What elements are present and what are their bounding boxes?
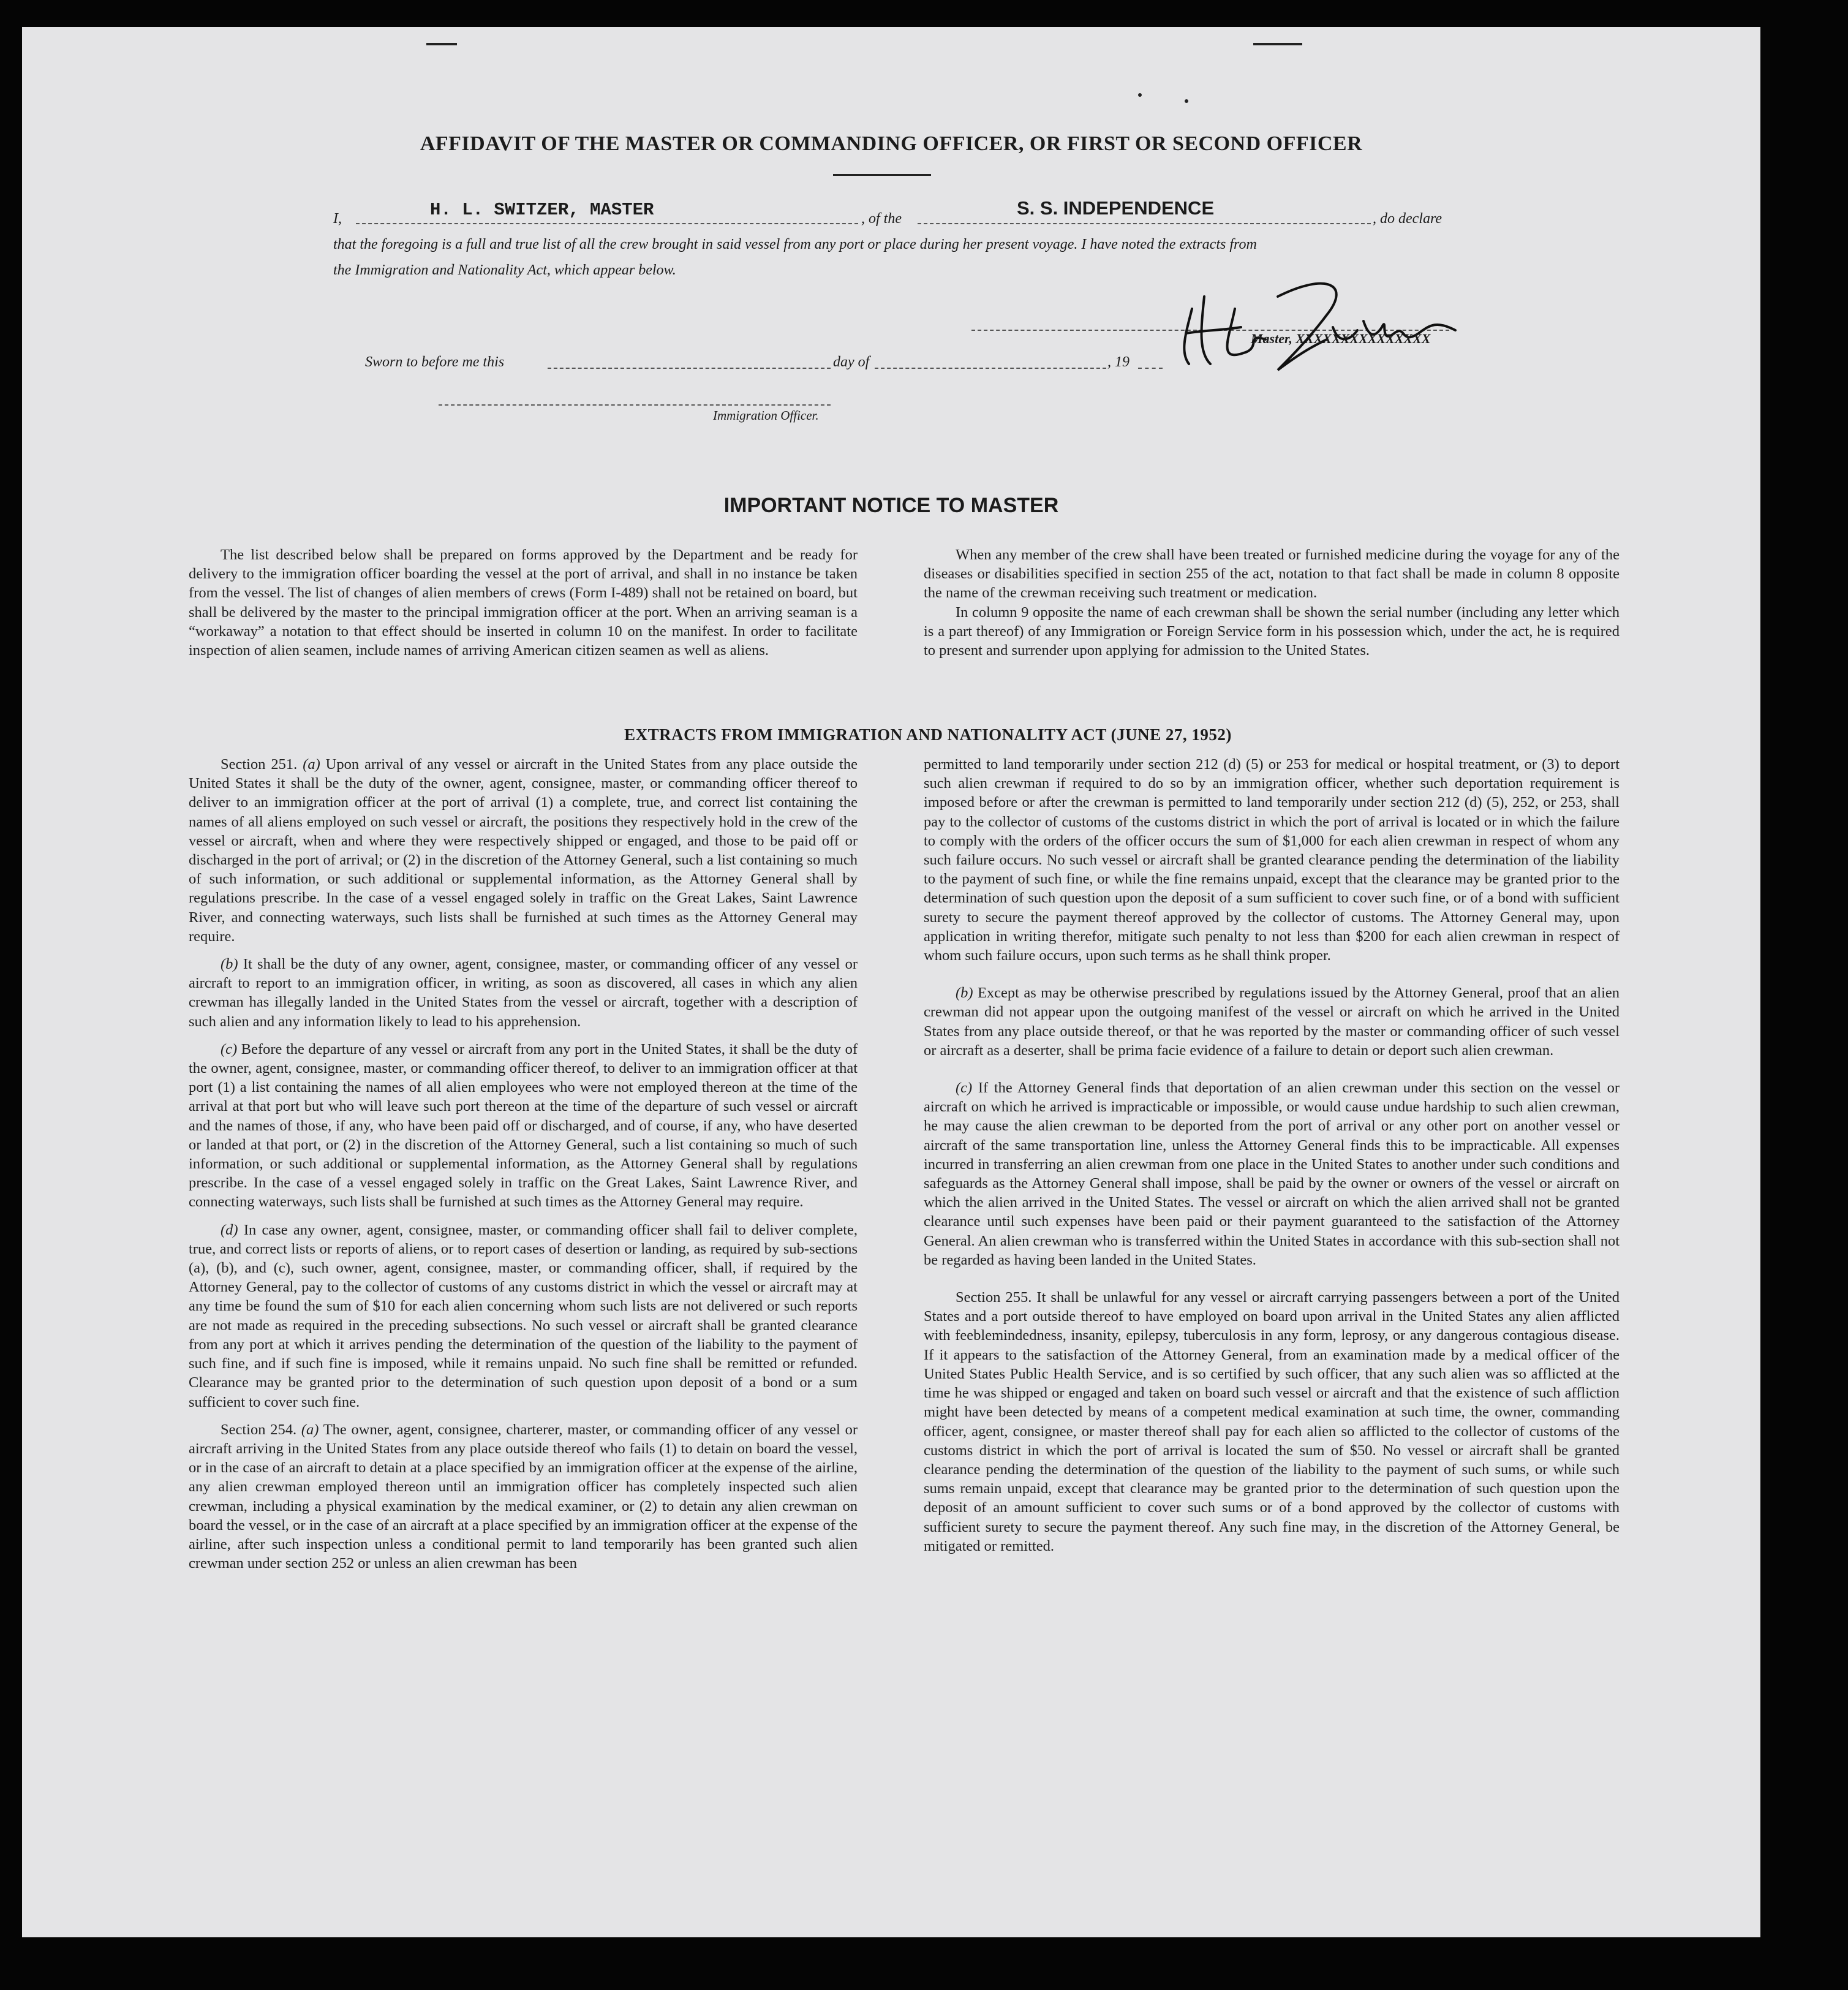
affidavit-title: AFFIDAVIT OF THE MASTER OR COMMANDING OFFICER, OR FIRST OR SECOND OFFICER xyxy=(420,132,1363,155)
officer-label: Immigration Officer. xyxy=(713,408,819,423)
year-blank xyxy=(1138,368,1163,369)
declaration-line-2: the Immigration and Nationality Act, which appear below. xyxy=(333,262,676,278)
section-251-a xyxy=(189,755,858,946)
handwritten-signature xyxy=(1167,272,1461,376)
section-254-a xyxy=(189,1420,858,1573)
subsection-mark: (b) xyxy=(956,985,973,1002)
scan-speck xyxy=(426,43,457,45)
section-254-lead: Section 254. xyxy=(221,1421,297,1438)
scan-speck xyxy=(1253,43,1302,45)
extracts-left-column xyxy=(189,755,858,1579)
section-251-d xyxy=(189,1220,858,1412)
section-254-a-text: The owner, agent, consignee, charterer, master, or commanding officer of any vessel or aircraft arriving in the United States from any place outside thereof who fails (1) to detain on board the vessel, or in the case of an aircraft to detain at a place specified by an immigration officer at the expense of the airline, any alien crewman employed thereon until an immigration officer has completely inspected such alien crewman, including a physical examination by the medical examiner, or (2) to detain any alien crewman on board the vessel, or in the case of an aircraft at a place specified by an immigration officer at the expense of the airline, after such inspection unless a conditional permit to land temporarily has been granted such alien crewman under section 252 or unless an alien crewman has been xyxy=(189,1421,858,1572)
notice-right-paragraph-2: In column 9 opposite the name of each crewman shall be shown the serial number (including any letter which is a part thereof) of any Immigration or Foreign Service form in his possession which, under the act, he is required to present and surrender upon applying for admission to the United States. xyxy=(924,603,1620,659)
subsection-mark: (a) xyxy=(303,756,320,773)
sworn-day-blank xyxy=(548,368,831,369)
notice-right-paragraph-1: When any member of the crew shall have been treated or furnished medicine during the voyage for any of the diseases or disabilities specified in section 255 of the act, notation to that fact shall be made in column 8 opposite the name of the crewman receiving such treatment or medication. xyxy=(924,547,1620,602)
section-251-a-text: Upon arrival of any vessel or aircraft in the United States from any place outside the United States it shall be the duty of the owner, agent, consignee, master, or commanding officer thereof to deliver to an immigration officer at the port of arrival (1) a complete, true, and correct list containing the names of all aliens employed on such vessel or aircraft, the positions they respectively hold in the crew of the vessel or aircraft, when and where they were respectively shipped or engaged, and those to be paid off or discharged in the port of arrival; or (2) in the discretion of the Attorney General, such a list containing so much of such information, or such additional or supplemental information, as the Attorney General shall by regulations prescribe. In the case of a vessel engaged solely in traffic on the Great Lakes, Saint Lawrence River, and connecting waterways, such lists shall be furnished at such times as the Attorney General may require. xyxy=(189,756,858,945)
subsection-mark: (c) xyxy=(956,1080,973,1097)
notice-right-column xyxy=(924,545,1620,666)
section-254-a-continued: permitted to land temporarily under section 212 (d) (5) or 253 for medical or hospital treatment, or (3) to deport such alien crewman if required to do so by an immigration officer, whether such deportation requirement is imposed before or after the crewman is permitted to land temporarily under section 212 (d) (5), 252, or 253, shall pay to the collector of customs of the customs district in which the port of arrival is located or in which the failure to comply with the orders of the officer occurs the sum of $1,000 for each alien crewman in respect of whom any such failure occurs. No such vessel or aircraft shall be granted clearance pending the determination of the liability to the payment of such fine, or while the fine remains unpaid, except that the clearance may be granted prior to the determination of such question upon the deposit of a sum sufficient to cover such fine, or of a bond with sufficient surety to secure the payment thereof approved by the collector of customs. The Attorney General may, upon application in writing therefor, mitigate such penalty to not less than $200 for each alien crewman in respect of whom such failure occurs, upon such terms as he shall think proper. xyxy=(924,756,1620,964)
section-251-b-text: It shall be the duty of any owner, agent, consignee, master, or commanding officer of any vessel or aircraft to report to an immigration officer, in writing, as soon as discovered, all cases in which any alien crewman has illegally landed in the United States from the vessel or aircraft, together with a description of such alien and any information likely to lead to his apprehension. xyxy=(189,956,858,1030)
section-251-d-text: In case any owner, agent, consignee, master, or commanding officer shall fail to deliver complete, true, and correct lists or reports of aliens, or to report cases of desertion or landing, as required by sub-sections (a), (b), and (c), such owner, agent, consignee, master, or commanding officer, shall, if required by the Attorney General, pay to the collector of customs of any customs district in which the vessel or aircraft may at any time be found the sum of $10 for each alien concerning whom such lists are not delivered or such reports are not made as required in the preceding subsections. No such vessel or aircraft shall be granted clearance from any port at which it arrives pending the determination of the question of the liability to the payment of such fine, and if such fine is imposed, while it remains unpaid. No such fine shall be remitted or refunded. Clearance may be granted prior to the determination of such question upon deposit of a bond or a sum sufficient to cover such fine. xyxy=(189,1221,858,1410)
section-251-c xyxy=(189,1040,858,1212)
year-prefix: , 19 xyxy=(1107,354,1130,370)
section-255: Section 255. It shall be unlawful for any vessel or aircraft carrying passengers between a port of the United States and a port outside thereof to have employed on board upon arrival in the United States any alien afflicted with feeblemindedness, insanity, epilepsy, tuberculosis in any form, leprosy, or any dangerous contagious disease. If it appears to the satisfaction of the Attorney General, from an examination made by a medical officer of the United States Public Health Service, and is so certified by such officer, that any such alien was so afflicted at the time he was shipped or engaged and taken on board such vessel or aircraft and that the existence of such affliction might have been detected by means of a competent medical examination at such time, the owner, commanding officer, agent, consignee, or master thereof shall pay for each alien so afflicted to the collector of customs of the customs district in which the port of arrival is located the sum of $50. No vessel or aircraft shall be granted clearance pending the determination of the question of the liability to the payment of such sums, or while such sums remain unpaid, except that clearance may be granted prior to the determination of such question upon the deposit of an amount sufficient to cover such sums or of a bond approved by the collector of customs with sufficient surety to secure the payment thereof. Any such fine may, in the discretion of the Attorney General, be mitigated or remitted. xyxy=(924,1289,1620,1554)
scan-speck xyxy=(1138,93,1142,97)
month-blank xyxy=(875,368,1106,369)
subsection-mark: (d) xyxy=(221,1221,238,1238)
section-254-c xyxy=(924,1078,1620,1269)
name-blank xyxy=(356,223,858,224)
section-251-b xyxy=(189,955,858,1031)
of-the-label: , of the xyxy=(861,211,902,227)
signature-title-text: Master, XXXXXXXXXXXXXXX xyxy=(1251,331,1431,346)
title-rule xyxy=(833,174,931,176)
document-page xyxy=(22,27,1760,1937)
extracts-title: EXTRACTS FROM IMMIGRATION AND NATIONALITY ACT (JUNE 27, 1952) xyxy=(624,725,1232,744)
declaration-line-1: that the foregoing is a full and true list of all the crew brought in said vessel from any port or place during her present voyage. I have noted the extracts from xyxy=(333,236,1257,252)
section-251-c-text: Before the departure of any vessel or aircraft from any port in the United States, it shall be the duty of the owner, agent, consignee, master, or commanding officer thereof, to deliver to an immigration officer at that port (1) a list containing the names of all alien employees who were not employed thereon at the time of the arrival at that port but who will leave such port thereon at the time of the departure of such vessel or aircraft and the names of those, if any, who have been paid off or discharged, and of course, if any, who have deserted or landed at that port, or (2) in the discretion of the Attorney General, such a list containing so much of such information, or such additional or supplemental information, as the Attorney General shall by regulations prescribe. In the case of a vessel engaged solely in traffic on the Great Lakes, Saint Lawrence River, and connecting waterways, such lists shall be furnished at such times as the Attorney General may require. xyxy=(189,1040,858,1211)
notice-left-paragraph: The list described below shall be prepared on forms approved by the Department and be ready for delivery to the immigration officer boarding the vessel at the port of arrival, and shall in no instance be taken from the vessel. The list of changes of alien members of crews (Form I-489) shall not be retained on board, but shall be delivered by the master to the principal immigration officer at the port. When an arriving seaman is a “workaway” a notation to that effect should be inserted in column 10 on the manifest. In order to facilitate inspection of alien seamen, include names of arriving American citizen seamen as well as aliens. xyxy=(189,547,858,659)
i-label: I, xyxy=(333,211,342,227)
subsection-mark: (a) xyxy=(301,1421,319,1438)
section-251-lead: Section 251. xyxy=(221,756,298,773)
notice-left-column xyxy=(189,545,858,666)
signature-title xyxy=(1251,331,1430,347)
sworn-label: Sworn to before me this xyxy=(365,354,505,370)
scan-speck xyxy=(1185,99,1188,103)
section-254-b-text: Except as may be otherwise prescribed by regulations issued by the Attorney General, proof that an alien crewman did not appear upon the outgoing manifest of the vessel or aircraft on which he arrived in the United States from any place outside thereof, or that he was reported by the master or commanding officer of such vessel or aircraft as a deserter, shall be prima facie evidence of a failure to detain or deport such alien crewman. xyxy=(924,985,1620,1059)
extracts-right-column xyxy=(924,755,1620,1562)
vessel-name: S. S. INDEPENDENCE xyxy=(1017,197,1215,219)
notice-title: IMPORTANT NOTICE TO MASTER xyxy=(723,494,1059,517)
master-name: H. L. SWITZER, MASTER xyxy=(430,200,654,220)
section-254-c-text: If the Attorney General finds that deportation of an alien crewman under this section on the vessel or aircraft on which he arrived is impracticable or impossible, or would cause undue hardship to such alien crewman, he may cause the alien crewman to be deported from the port of arrival or any other port on another vessel or aircraft of the same transportation line, unless the Attorney General finds this to be impracticable. All expenses incurred in transferring an alien crewman from one place in the United States to another under such conditions and safeguards as the Attorney General shall impose, shall be paid by the owner or owners of the vessel or aircraft on which the alien arrived in the United States. The vessel or aircraft on which the alien arrived shall not be granted clearance until such expenses have been paid or their payment guaranteed to the satisfaction of the Attorney General. An alien crewman who is transferred within the United States in accordance with this sub-section shall not be regarded as having been landed in the United States. xyxy=(924,1080,1620,1268)
vessel-blank xyxy=(918,223,1371,224)
subsection-mark: (b) xyxy=(221,956,238,973)
day-of-label: day of xyxy=(833,354,870,370)
officer-signature-line xyxy=(439,404,831,406)
subsection-mark: (c) xyxy=(221,1040,238,1057)
do-declare-label: , do declare xyxy=(1373,211,1443,227)
section-254-b xyxy=(924,983,1620,1060)
